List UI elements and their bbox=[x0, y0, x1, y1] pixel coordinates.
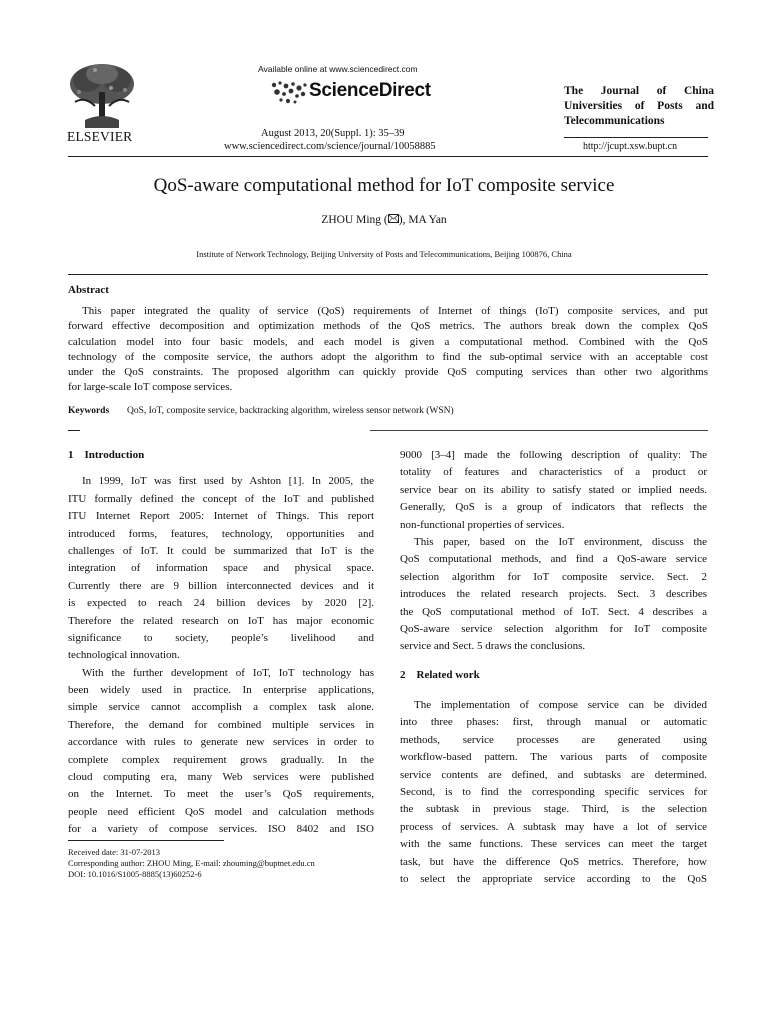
body-line: Therefore, the demand for combined multiple services in bbox=[68, 718, 374, 731]
abstract-line: under the QoS constraints. The proposed algorithm can quickly provide QoS computing services than other two algorithms bbox=[68, 366, 708, 379]
body-line: accordance with rules to generate new services in order to bbox=[68, 736, 374, 749]
journal-title-line: Universities of Posts and bbox=[564, 100, 714, 112]
body-line: Second, is to find the corresponding specific services for bbox=[400, 786, 707, 799]
body-line: QoS-aware service selection algorithm for IoT composite bbox=[400, 622, 707, 635]
body-line: integration of information space and physical space. bbox=[68, 562, 374, 575]
body-line: QoS computational methods, and find a QoS-aware service bbox=[400, 553, 707, 566]
body-line: challenges of IoT. It could be summarized that IoT is the bbox=[68, 544, 374, 557]
journal-title-line: Telecommunications bbox=[564, 115, 665, 127]
journal-title bbox=[564, 84, 714, 129]
body-line: service contents are defined, and subtasks are determined. bbox=[400, 768, 707, 781]
corresponding-author: Corresponding author: ZHOU Ming, E-mail: zhouming@buptnet.edu.cn bbox=[68, 858, 315, 868]
body-line: introduced forms, features, technology, opportunities and bbox=[68, 527, 374, 540]
body-line: service bear on its ability to satisfy stated or implied needs. bbox=[400, 483, 707, 496]
body-line: to select the appropriate service according to the QoS bbox=[400, 872, 707, 885]
sciencedirect-wordmark: ScienceDirect bbox=[309, 80, 431, 101]
author-text: ZHOU Ming ( bbox=[321, 214, 388, 226]
body-line: 9000 [3–4] made the following description of quality: The bbox=[400, 449, 707, 461]
paper-authors bbox=[0, 214, 768, 226]
journal-title-line: The Journal of China bbox=[564, 85, 714, 97]
abstract-line: calculation model into four basic models, and each model is given a computational method. Combined with the QoS bbox=[68, 335, 708, 348]
body-line: complete complex requirement grows gradually. In the bbox=[68, 753, 374, 766]
body-line: Currently there are 9 billion interconnected devices and it bbox=[68, 579, 374, 592]
body-line: ITU formally defined the concept of the IoT and published bbox=[68, 492, 374, 505]
journal-url[interactable]: http://jcupt.xsw.bupt.cn bbox=[583, 141, 678, 152]
doi: DOI: 10.1016/S1005-8885(13)60252-6 bbox=[68, 869, 202, 879]
keywords-heading: Keywords bbox=[68, 406, 110, 416]
envelope-icon bbox=[388, 214, 399, 223]
body-line: cloud computing era, many Web services were published bbox=[68, 771, 374, 784]
body-line: The implementation of compose service can be divided bbox=[414, 699, 707, 712]
body-line: into three phases: first, through manual or automatic bbox=[400, 716, 707, 729]
body-line: With the further development of IoT, IoT technology has bbox=[82, 666, 374, 679]
body-line: on the Internet. To meet the user’s QoS requirements, bbox=[68, 788, 374, 801]
paper-title: QoS-aware computational method for IoT composite service bbox=[153, 175, 615, 196]
journal-divider bbox=[564, 137, 708, 138]
author-text: ), MA Yan bbox=[398, 214, 447, 226]
left-column bbox=[68, 447, 374, 839]
body-line: the subtask in previous stage. Third, is the selection bbox=[400, 803, 707, 816]
keywords-list: QoS, IoT, composite service, backtracking algorithm, wireless sensor network (WSN) bbox=[127, 406, 454, 416]
elsevier-tree-logo bbox=[65, 62, 139, 130]
body-line: people need efficient QoS model and calculation methods bbox=[68, 805, 374, 818]
abstract-heading: Abstract bbox=[68, 284, 109, 296]
journal-site-url[interactable]: www.sciencedirect.com/science/journal/10058885 bbox=[224, 141, 436, 152]
abstract-top-rule bbox=[68, 274, 708, 275]
body-line: ITU Internet Report 2005: Internet of Things. This report bbox=[68, 510, 374, 523]
footnote-rule bbox=[68, 840, 224, 841]
section-heading-introduction: 1 Introduction bbox=[68, 449, 145, 461]
abstract-line: This paper integrated the quality of service (QoS) requirements of Internet of things (IoT) composite services, and put bbox=[82, 305, 708, 317]
body-line: is expected to reach 24 billion devices by 2020 [2]. bbox=[68, 597, 374, 610]
affiliation: Institute of Network Technology, Beijing University of Posts and Telecommunications, Beijing 100876, China bbox=[196, 249, 572, 259]
body-line: with the same functions. These services can meet the target bbox=[400, 838, 707, 851]
body-line: service and Sect. 5 draws the conclusions. bbox=[400, 640, 586, 653]
issue-info: August 2013, 20(Suppl. 1): 35–39 bbox=[261, 128, 405, 139]
abstract-line: forward effective decomposition and optimization methods of the QoS metrics. The authors break down the complex QoS bbox=[68, 320, 708, 333]
header-divider bbox=[68, 156, 708, 157]
body-line: task, but have the difference QoS metrics. Therefore, how bbox=[400, 855, 707, 868]
body-line: been widely used in practice. In enterprise applications, bbox=[68, 684, 374, 697]
body-line: This paper, based on the IoT environment, discuss the bbox=[414, 535, 707, 548]
column-rule-left bbox=[68, 430, 80, 431]
body-line: Therefore the related research on IoT has major economic bbox=[68, 614, 374, 627]
body-line: workflow-based pattern. The various parts of composite bbox=[400, 751, 707, 764]
body-line: the QoS computational method of IoT. Sect. 4 describes a bbox=[400, 605, 707, 618]
body-line: significance to society, people’s livelihood and bbox=[68, 631, 374, 644]
body-line: simple service cannot accomplish a complex task alone. bbox=[68, 701, 374, 714]
abstract-body bbox=[68, 304, 708, 396]
right-column bbox=[400, 447, 707, 888]
publisher-name: ELSEVIER bbox=[67, 129, 133, 144]
abstract-line: for large-scale IoT compose services. bbox=[68, 381, 233, 394]
body-line: methods, service processes are generated using bbox=[400, 733, 707, 746]
body-line: for a variety of compose services. ISO 8402 and ISO bbox=[68, 823, 374, 836]
footnote bbox=[68, 847, 315, 880]
body-line: introduces the related research projects. Sect. 3 describes bbox=[400, 588, 707, 601]
section-heading-related-work: 2 Related work bbox=[400, 668, 480, 681]
body-line: selection algorithm for IoT composite service. Sect. 2 bbox=[400, 570, 707, 583]
body-line: non-functional properties of services. bbox=[400, 518, 565, 531]
sciencedirect-dots-icon bbox=[268, 79, 310, 105]
body-line: Generally, QoS is a group of indicators that reflects the bbox=[400, 501, 707, 514]
abstract-line: technology of the composite service, the authors adopt the algorithm to find the sub-optimal service with an acceptable cost bbox=[68, 350, 708, 363]
received-date: Received date: 31-07-2013 bbox=[68, 847, 161, 857]
column-rule-right bbox=[370, 430, 708, 431]
body-line: totality of features and characteristics of a product or bbox=[400, 466, 707, 479]
body-line: process of services. A subtask may have a lot of service bbox=[400, 820, 707, 833]
available-online-text: Available online at www.sciencedirect.com bbox=[258, 64, 418, 74]
body-line: In 1999, IoT was first used by Ashton [1]. In 2005, the bbox=[82, 475, 374, 488]
body-line: technological innovation. bbox=[68, 649, 180, 662]
